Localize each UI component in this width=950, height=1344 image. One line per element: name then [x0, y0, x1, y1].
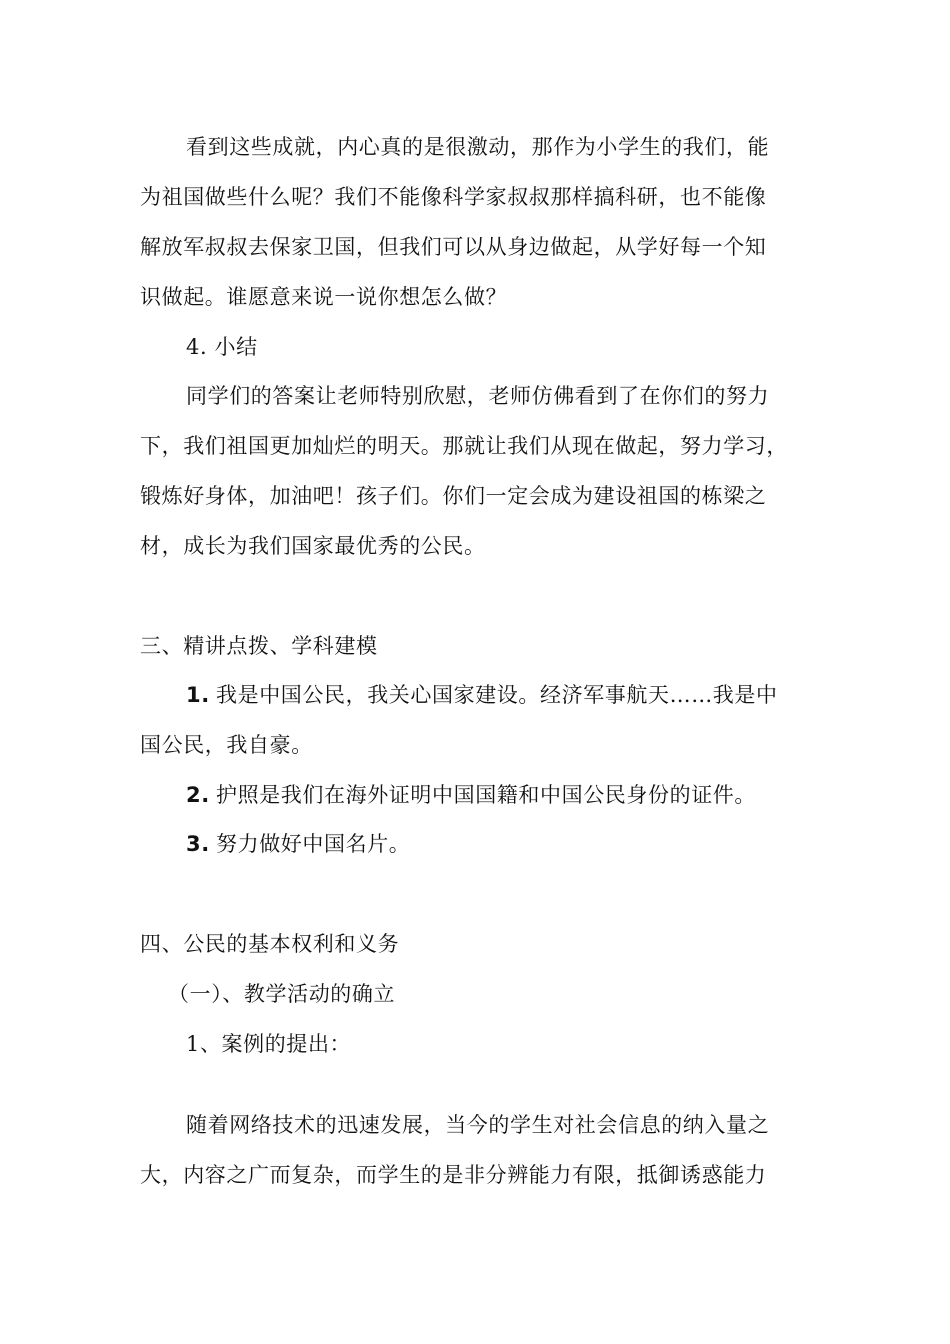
section4-paragraph-line-1: 随着网络技术的迅速发展，当今的学生对社会信息的纳入量之	[186, 1113, 770, 1137]
point-1-text: 我是中国公民，我关心国家建设。经济军事航天……我是中	[216, 683, 778, 707]
paragraph1-line-2: 为祖国做些什么呢？我们不能像科学家叔叔那样搞科研，也不能像	[140, 185, 767, 209]
point-1-number: 1.	[186, 683, 210, 707]
paragraph1-line-4: 识做起。谁愿意来说一说你想怎么做？	[140, 285, 508, 309]
paragraph1-line-3: 解放军叔叔去保家卫国，但我们可以从身边做起，从学好每一个知	[140, 235, 767, 259]
paragraph2-line-2: 下，我们祖国更加灿烂的明天。那就让我们从现在做起，努力学习，	[140, 434, 788, 458]
section3-point-1	[186, 680, 950, 710]
section3-point-3	[186, 829, 950, 859]
paragraph2-line-4: 材，成长为我们国家最优秀的公民。	[140, 534, 486, 558]
point-3-text: 努力做好中国名片。	[216, 832, 411, 856]
section3-heading: 三、精讲点拨、学科建模	[140, 634, 378, 658]
paragraph1-line-1: 看到这些成就，内心真的是很激动，那作为小学生的我们，能	[186, 135, 770, 159]
section3-point-1-cont: 国公民，我自豪。	[140, 733, 313, 757]
point-2-text: 护照是我们在海外证明中国国籍和中国公民身份的证件。	[216, 783, 756, 807]
paragraph2-line-3: 锻炼好身体，加油吧！孩子们。你们一定会成为建设祖国的栋梁之	[140, 484, 767, 508]
point-2-number: 2.	[186, 783, 210, 807]
case-heading: 1、案例的提出：	[186, 1032, 352, 1056]
section4-subheading: （一）、教学活动的确立	[168, 982, 396, 1006]
section3-point-2	[186, 780, 950, 810]
paragraph2-line-1: 同学们的答案让老师特别欣慰，老师仿佛看到了在你们的努力	[186, 384, 770, 408]
section4-paragraph-line-2: 大，内容之广而复杂，而学生的是非分辨能力有限，抵御诱惑能力	[140, 1163, 767, 1187]
section4-heading: 四、公民的基本权利和义务	[140, 932, 400, 956]
point-3-number: 3.	[186, 832, 210, 856]
item-4-summary: 4. 小结	[186, 335, 258, 359]
